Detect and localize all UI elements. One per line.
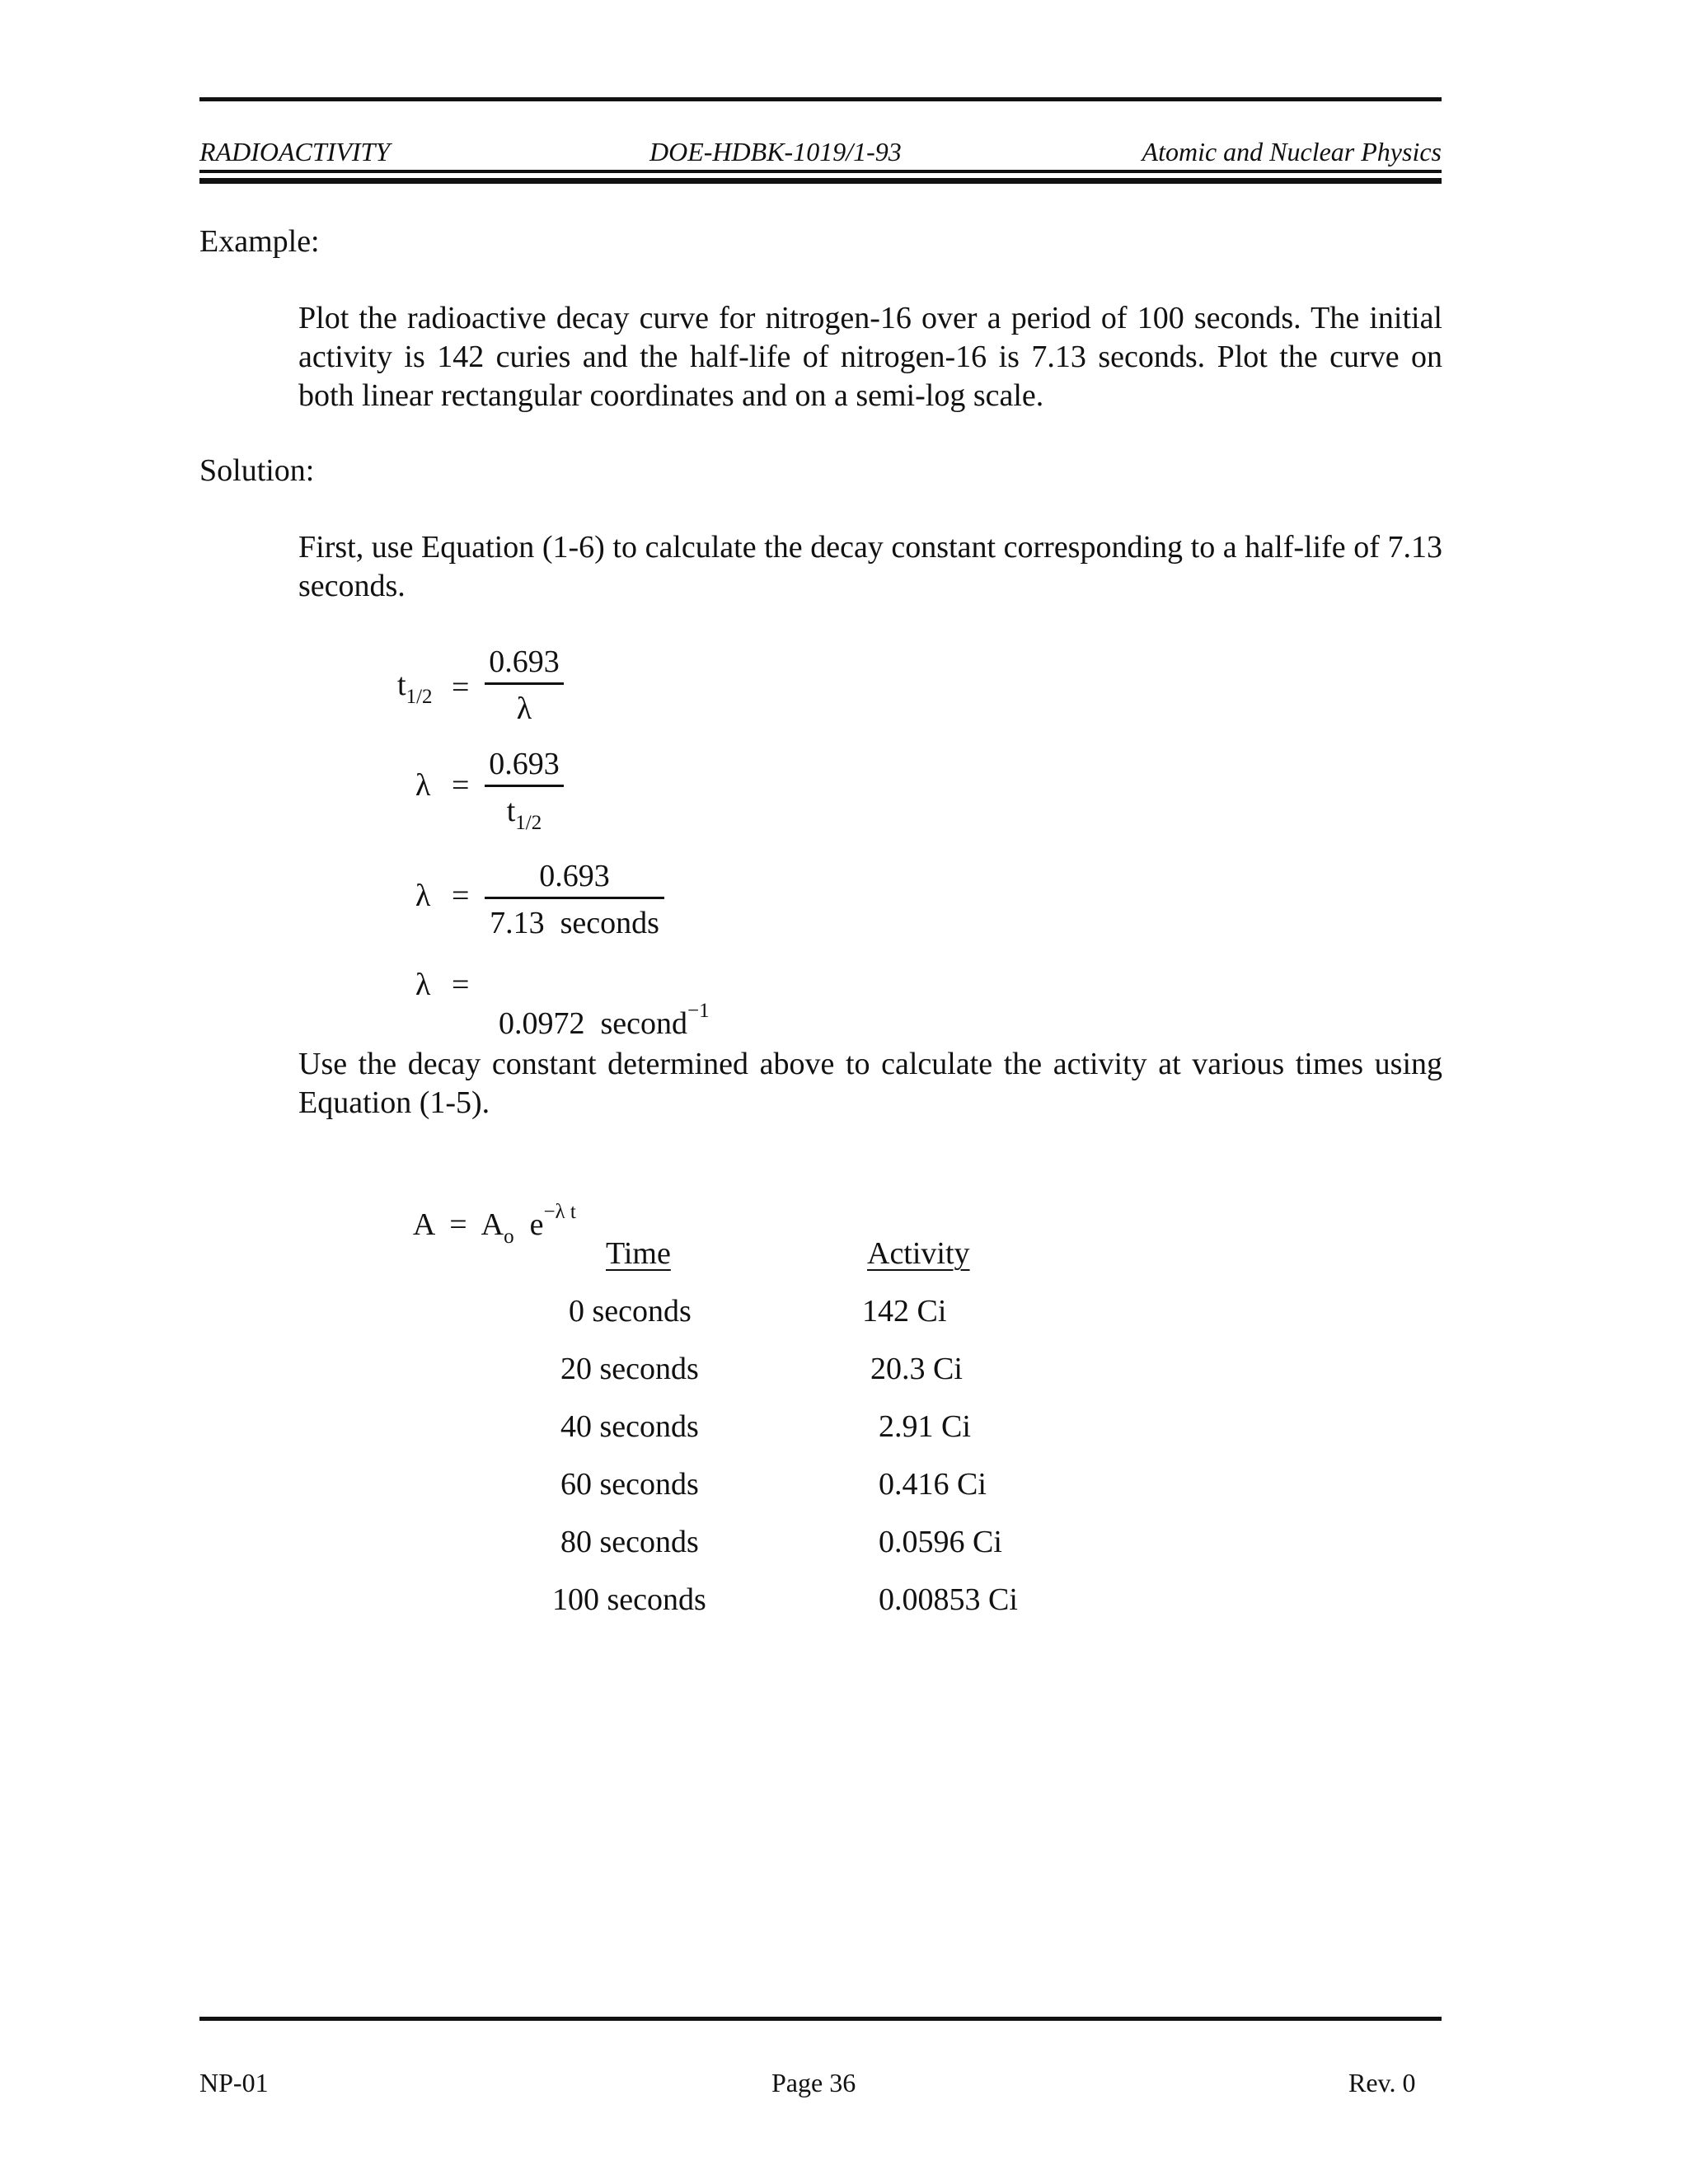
table-row-time: 80 seconds: [560, 1525, 699, 1559]
eq2-lhs: λ: [415, 768, 431, 803]
eq1-lhs: $t_{1/2}$: [397, 668, 433, 708]
footer-left: NP-01: [199, 2068, 269, 2097]
solution-label: Solution:: [199, 453, 315, 488]
eq2-equals: =: [452, 768, 470, 803]
table-row-time: 20 seconds: [560, 1352, 699, 1386]
example-paragraph: Plot the radioactive decay curve for nitrogen-16 over a period of 100 seconds. The initial activity is 142 curies and the half-life of nitrogen-16 is 7.13 seconds. Plot the curve on both linear rectangular coordinates and on a semi-log scale.: [298, 301, 1442, 413]
table-row-time: 60 seconds: [560, 1467, 699, 1502]
activity-equation: $A = A_o$ $e^{-\lambda t}$: [412, 1201, 576, 1248]
footer-right: Rev. 0: [1348, 2068, 1416, 2097]
footer-page-number: Page 36: [771, 2068, 856, 2097]
eq1-fraction: [485, 646, 564, 724]
table-row-activity: 142 Ci: [862, 1294, 947, 1329]
eq3-denominator: 7.13 seconds: [490, 906, 659, 940]
use-paragraph: Use the decay constant determined above to calculate the activity at various times using Equation (1-5).: [298, 1047, 1442, 1120]
eq2-denominator: $t_{1/2}$: [506, 794, 542, 834]
table-header-time: Time: [606, 1236, 671, 1271]
eq1-numerator: 0.693: [489, 644, 560, 679]
table-row-time: 40 seconds: [560, 1409, 699, 1444]
table-row-activity: 0.0596 Ci: [879, 1525, 1002, 1559]
eq2-fraction: [485, 748, 564, 833]
footer-rule: [199, 2017, 1442, 2021]
header-top-rule: [199, 97, 1442, 101]
header-right: Atomic and Nuclear Physics: [1142, 137, 1442, 166]
table-row-activity: 0.416 Ci: [879, 1467, 987, 1502]
table-row-activity: 20.3 Ci: [870, 1352, 963, 1386]
example-label: Example:: [199, 224, 320, 259]
header-rule-thin: [199, 170, 1442, 173]
header-left: RADIOACTIVITY: [199, 137, 391, 166]
table-row-activity: 2.91 Ci: [879, 1409, 971, 1444]
eq3-equals: =: [452, 879, 470, 913]
eq2-numerator: 0.693: [489, 747, 560, 781]
table-row-activity: 0.00853 Ci: [879, 1582, 1018, 1617]
eq3-numerator: 0.693: [539, 859, 610, 893]
table-row-time: 100 seconds: [552, 1582, 706, 1617]
eq3-lhs: λ: [415, 879, 431, 913]
eq4-result: 0.0972 second$^{-1}$: [499, 1000, 710, 1041]
table-header-activity: Activity: [867, 1236, 970, 1271]
eq4-lhs: λ: [415, 968, 431, 1002]
eq3-fraction: [485, 860, 664, 939]
table-row-time: 0 seconds: [569, 1294, 692, 1329]
eq1-denominator: λ: [516, 691, 532, 726]
eq1-equals: =: [452, 670, 470, 705]
eq4-equals: =: [452, 968, 470, 1002]
solution-paragraph: First, use Equation (1-6) to calculate the decay constant corresponding to a half-life of 7.13 seconds.: [298, 530, 1442, 603]
header-rule-thick: [199, 178, 1442, 184]
header-center: DOE-HDBK-1019/1-93: [649, 137, 902, 166]
